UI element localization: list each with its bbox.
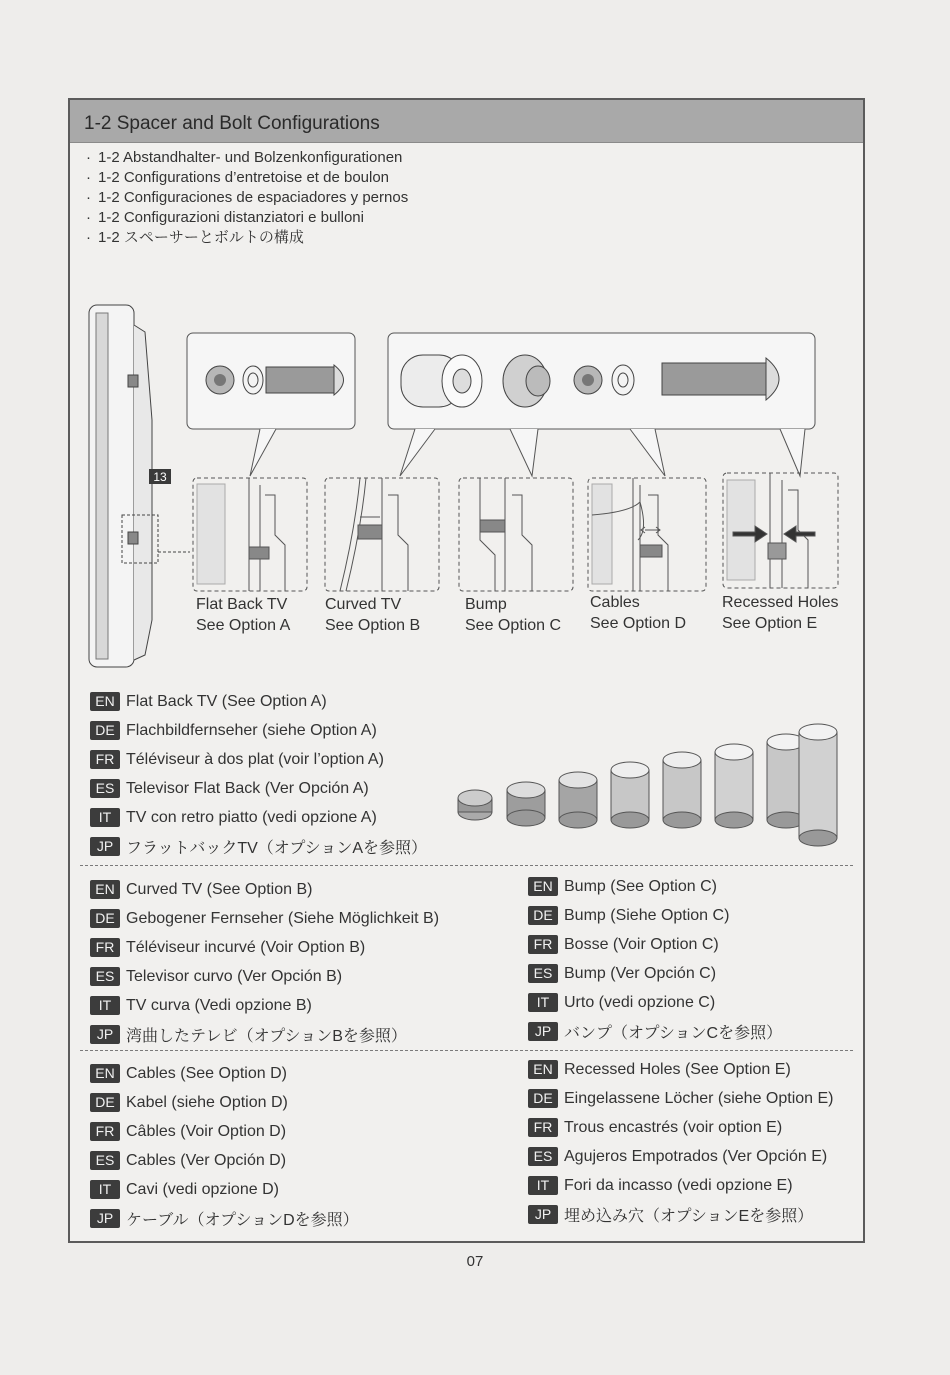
list-item: FR Téléviseur incurvé (Voir Option B) (90, 933, 439, 962)
lang-tag: EN (90, 692, 120, 711)
list-item: JP 湾曲したテレビ（オプションBを参照） (90, 1020, 439, 1049)
divider (80, 1050, 853, 1051)
list-item: IT TV curva (Vedi opzione B) (90, 991, 439, 1020)
lang-tag: JP (90, 837, 120, 856)
subtitle-fr: · 1-2 Configurations d’entretoise et de boulon (86, 169, 390, 186)
list-item: FR Trous encastrés (voir option E) (528, 1113, 834, 1142)
lang-tag: IT (90, 996, 120, 1015)
config-label-bump: Bump See Option C (465, 596, 562, 634)
lang-tag: FR (90, 938, 120, 957)
config-box-cables (588, 478, 706, 591)
lang-tag: EN (528, 877, 558, 896)
option-d-list (90, 1059, 359, 1233)
config-label-cables: Cables See Option D (590, 594, 687, 632)
spacer-stacks (445, 690, 847, 855)
list-item: EN Cables (See Option D) (90, 1059, 359, 1088)
config-label-flat-back: Flat Back TV See Option A (196, 596, 291, 634)
page-title: 1-2 Spacer and Bolt Configurations (84, 113, 380, 134)
list-item: JP バンプ（オプションCを参照） (528, 1017, 782, 1046)
lang-tag: FR (528, 935, 558, 954)
lang-tag: ES (528, 1147, 558, 1166)
subtitle-de: · 1-2 Abstandhalter- und Bolzenkonfigurationen (86, 149, 403, 166)
lang-tag: FR (90, 1122, 120, 1141)
lang-tag: IT (90, 808, 120, 827)
list-item: FR Câbles (Voir Option D) (90, 1117, 359, 1146)
list-item: JP ケーブル（オプションDを参照） (90, 1204, 359, 1233)
list-item: ES Agujeros Empotrados (Ver Opción E) (528, 1142, 834, 1171)
list-item: ES Bump (Ver Opción C) (528, 959, 782, 988)
list-item: ES Televisor Flat Back (Ver Opción A) (90, 774, 427, 803)
lang-tag: ES (90, 1151, 120, 1170)
config-label-recessed: Recessed Holes See Option E (722, 594, 839, 632)
list-item: FR Téléviseur à dos plat (voir l’option A) (90, 745, 427, 774)
lang-tag: JP (528, 1205, 558, 1224)
list-item: DE Kabel (siehe Option D) (90, 1088, 359, 1117)
lang-tag: DE (528, 906, 558, 925)
list-item: DE Gebogener Fernseher (Siehe Möglichkeit B) (90, 904, 439, 933)
lang-tag: FR (528, 1118, 558, 1137)
subtitle-es: · 1-2 Configuraciones de espaciadores y pernos (86, 189, 409, 206)
spacer-stack-tallest (796, 720, 841, 855)
subtitle-jp: · 1-2 スペーサーとボルトの構成 (86, 229, 304, 246)
list-item: FR Bosse (Voir Option C) (528, 930, 782, 959)
lang-tag: IT (90, 1180, 120, 1199)
lang-tag: EN (528, 1060, 558, 1079)
lang-tag: DE (528, 1089, 558, 1108)
option-a-parts (187, 333, 355, 476)
lang-tag: JP (90, 1025, 120, 1044)
lang-tag: JP (90, 1209, 120, 1228)
lang-tag: ES (528, 964, 558, 983)
option-e-list (528, 1055, 834, 1229)
list-item: IT Cavi (vedi opzione D) (90, 1175, 359, 1204)
option-a-list (90, 687, 427, 861)
page-frame (68, 98, 865, 1243)
config-box-bump (459, 478, 573, 591)
callout-number: 13 (153, 470, 167, 484)
lang-tag: IT (528, 1176, 558, 1195)
lang-tag: DE (90, 1093, 120, 1112)
list-item: IT Fori da incasso (vedi opzione E) (528, 1171, 834, 1200)
config-box-recessed (723, 473, 838, 588)
option-b-e-parts (388, 333, 815, 476)
subtitle-it: · 1-2 Configurazioni distanziatori e bulloni (86, 209, 364, 226)
tv-side-profile (89, 305, 190, 667)
list-item: JP フラットバックTV（オプションAを参照） (90, 832, 427, 861)
lang-tag: DE (90, 909, 120, 928)
list-item: EN Recessed Holes (See Option E) (528, 1055, 834, 1084)
config-label-curved: Curved TV See Option B (325, 596, 421, 634)
list-item: IT Urto (vedi opzione C) (528, 988, 782, 1017)
list-item: DE Eingelassene Löcher (siehe Option E) (528, 1084, 834, 1113)
lang-tag: ES (90, 967, 120, 986)
list-item: DE Flachbildfernseher (siehe Option A) (90, 716, 427, 745)
lang-tag: FR (90, 750, 120, 769)
list-item: JP 埋め込み穴（オプションEを参照） (528, 1200, 834, 1229)
option-c-list (528, 872, 782, 1046)
list-item: ES Cables (Ver Opción D) (90, 1146, 359, 1175)
lang-tag: EN (90, 880, 120, 899)
option-b-list (90, 875, 439, 1049)
lang-tag: ES (90, 779, 120, 798)
config-box-curved (325, 478, 439, 591)
list-item: IT TV con retro piatto (vedi opzione A) (90, 803, 427, 832)
list-item: EN Flat Back TV (See Option A) (90, 687, 427, 716)
divider (80, 865, 853, 866)
page-number: 07 (466, 1253, 484, 1270)
lang-tag: EN (90, 1064, 120, 1083)
list-item: EN Bump (See Option C) (528, 872, 782, 901)
list-item: DE Bump (Siehe Option C) (528, 901, 782, 930)
lang-tag: DE (90, 721, 120, 740)
list-item: EN Curved TV (See Option B) (90, 875, 439, 904)
lang-tag: JP (528, 1022, 558, 1041)
list-item: ES Televisor curvo (Ver Opción B) (90, 962, 439, 991)
lang-tag: IT (528, 993, 558, 1012)
config-box-flat-back (193, 478, 307, 591)
